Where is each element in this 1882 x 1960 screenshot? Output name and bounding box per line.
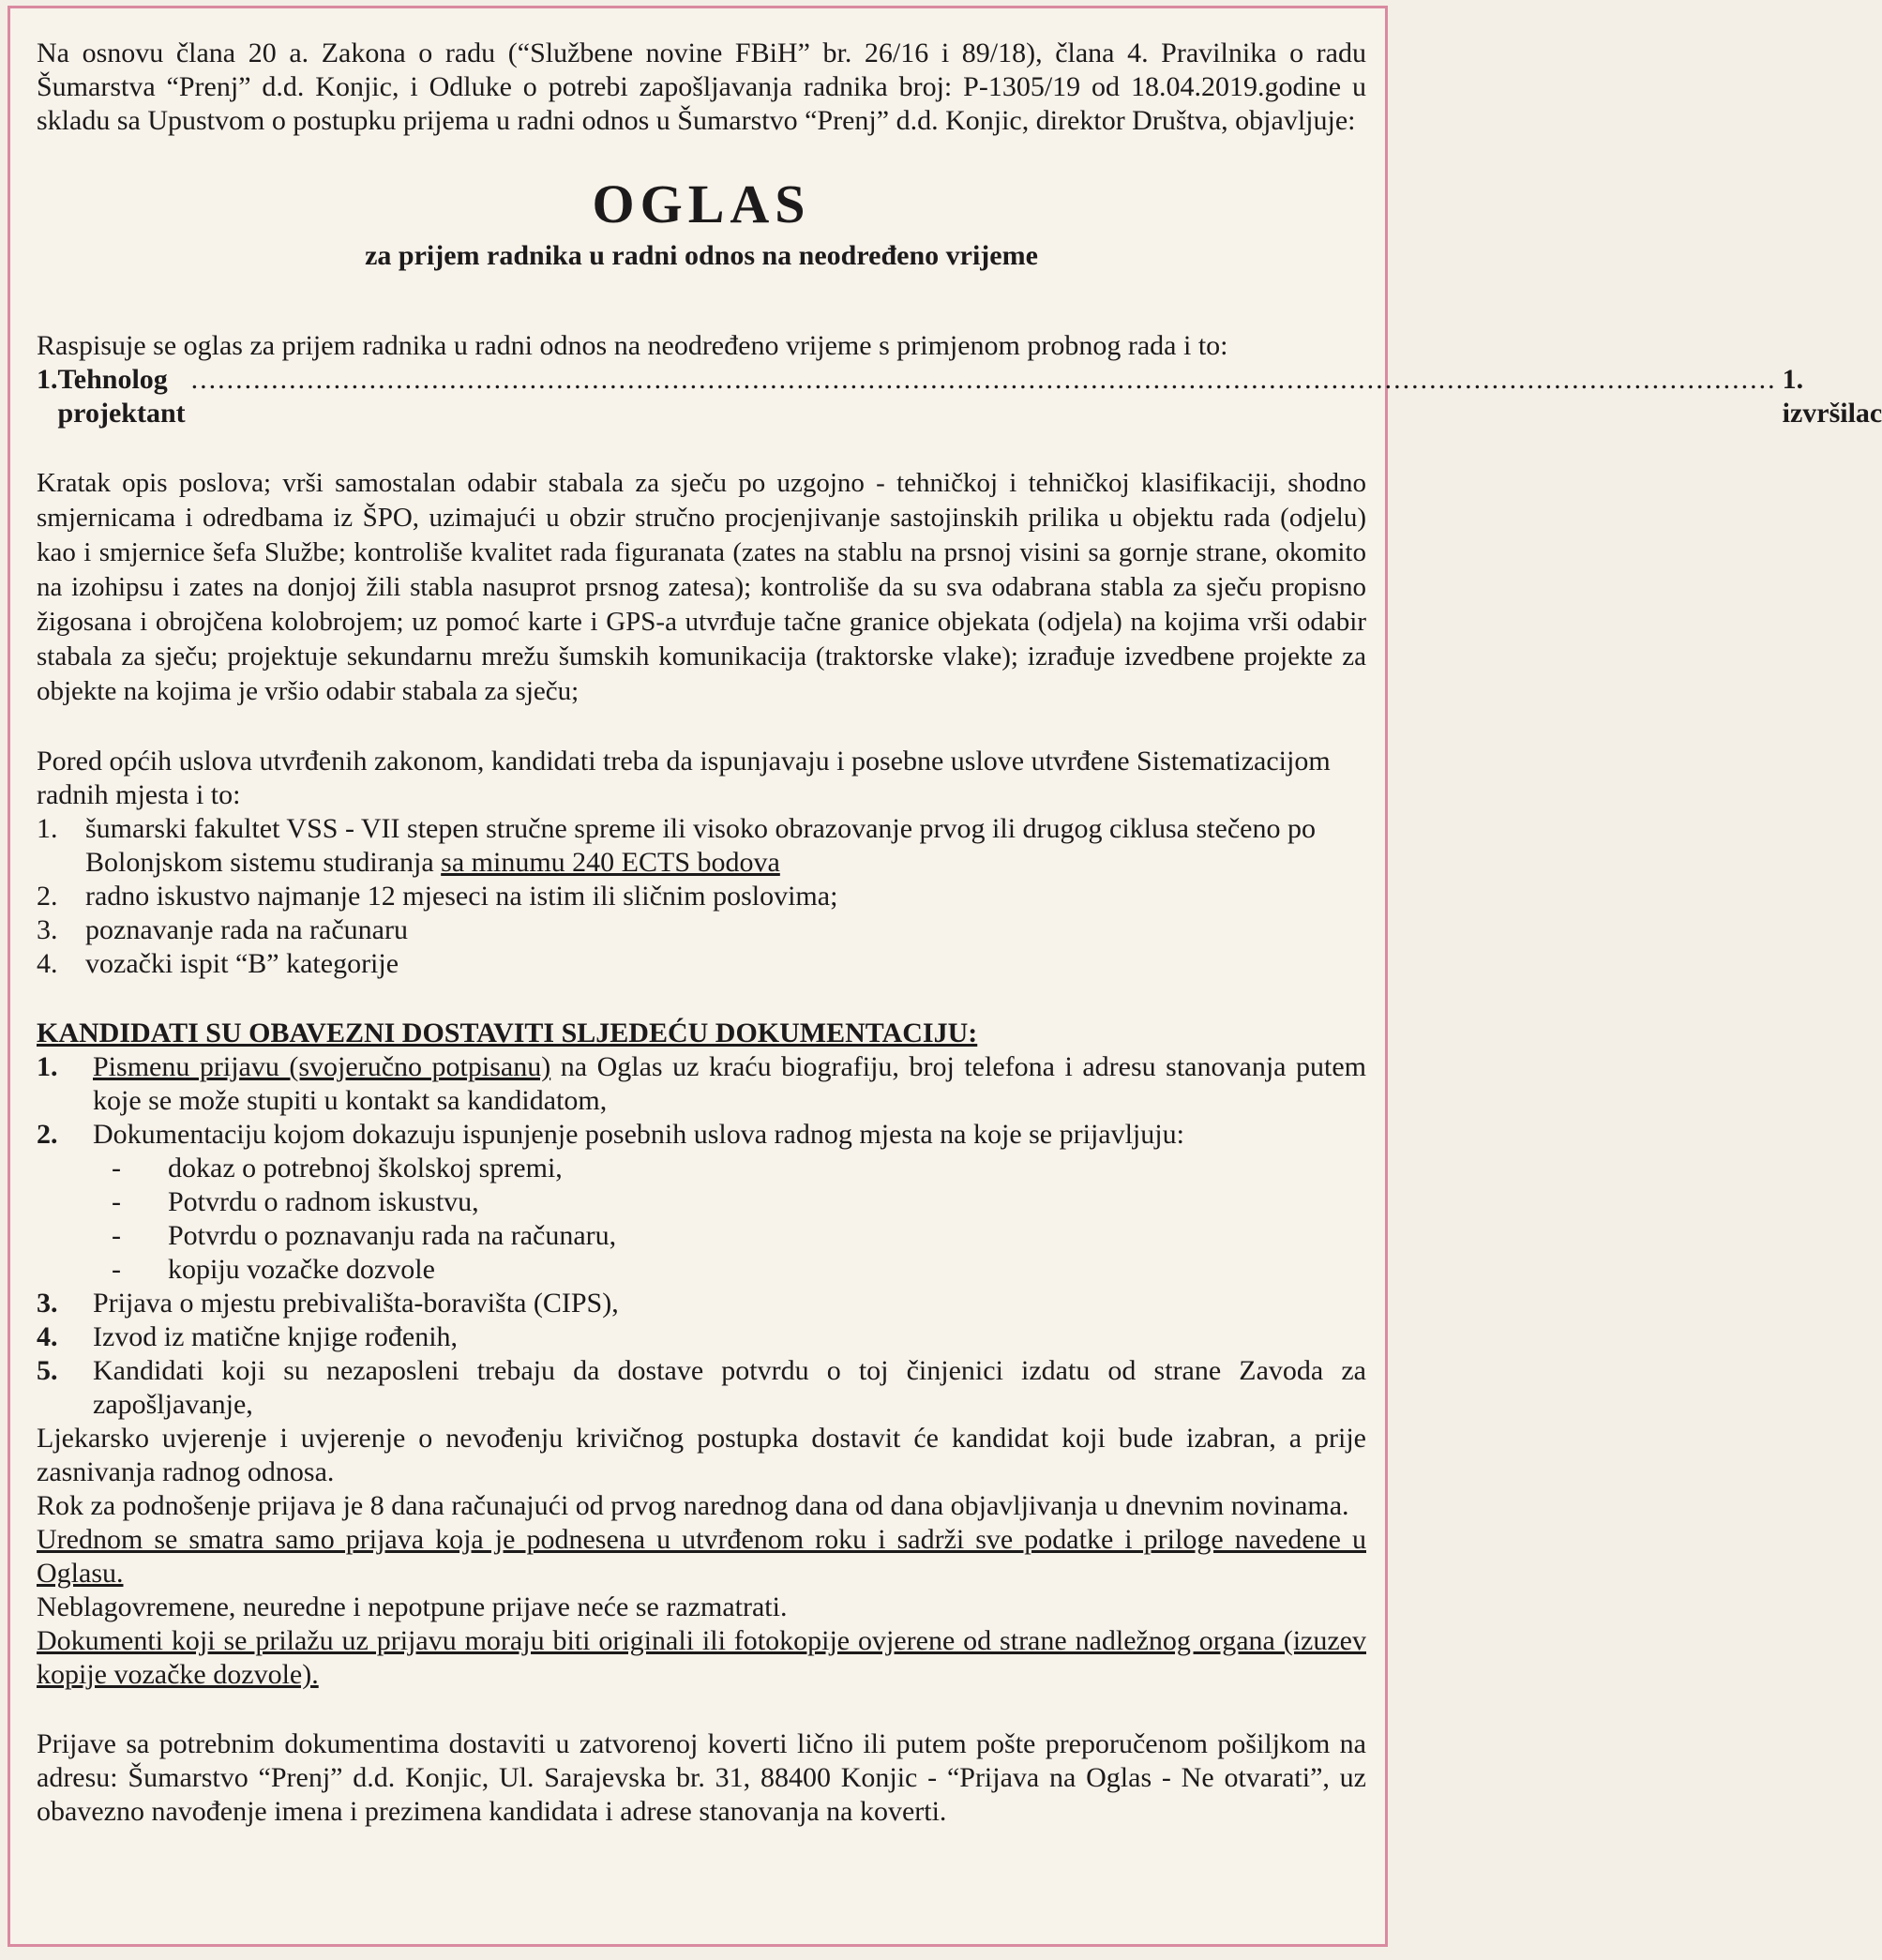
item-text: poznavanje rada na računaru (85, 914, 408, 945)
item-number: 2. (37, 881, 58, 912)
list-item (37, 880, 1366, 913)
item-number: 3. (37, 1288, 58, 1319)
item-number: 4. (37, 1321, 58, 1352)
originals-note: Dokumenti koji se prilažu uz prijavu moraju biti originali ili fotokopije ovjerene od strane nadležnog organa (izuzev kopije vozačke dozvole). (37, 1625, 1366, 1690)
position-name: Tehnolog projektant (57, 364, 186, 429)
list-item (37, 1354, 1366, 1422)
sub-list-item (112, 1253, 1366, 1287)
medical-note: Ljekarsko uvjerenje i uvjerenje o nevođenju krivičnog postupka dostavit će kandidat koji bude izabran, a prije zasnivanja radnog odnosa. (37, 1423, 1366, 1487)
item-number: 4. (37, 948, 58, 979)
dash-bullet: - (112, 1254, 121, 1285)
list-item (37, 1287, 1366, 1320)
item-text: Izvod iz matične knjige rođenih, (93, 1321, 459, 1352)
dash-bullet: - (112, 1153, 121, 1184)
item-text (93, 1118, 1366, 1287)
sub-list-item (112, 1219, 1366, 1253)
documents-list (37, 1050, 1366, 1422)
sub-item-text: kopiju vozačke dozvole (168, 1254, 435, 1285)
item-text: vozački ispit “B” kategorije (85, 948, 399, 979)
item-text-part: šumarski fakultet VSS - VII stepen stručne spreme ili visoko obrazovanje prvog ili drugog ciklusa stečeno po Bolonjskom sistemu studiranja (85, 813, 1316, 878)
sub-item-text: Potvrdu o radnom iskustvu, (168, 1186, 479, 1217)
position-number: 1. (37, 364, 58, 395)
orderly-note: Urednom se smatra samo prijava koja je podnesena u utvrđenom roku i sadrži sve podatke i priloge navedene u Oglasu. (37, 1524, 1366, 1589)
position-count: 1. izvršilac (1782, 364, 1882, 429)
document-subtitle: za prijem radnika u radni odnos na neodređeno vrijeme (365, 240, 1038, 271)
job-description: Kratak opis poslova; vrši samostalan odabir stabala za sječu po uzgojno - tehničkoj i tehničkoj klasifikaciji, shodno smjernicama i odredbama iz ŠPO, uzimajući u obzir stručno procjenjivanje sastojinskih prilika u objektu rada (odjelu) kao i smjernice šefa Službe; kontroliše kvalitet rada figuranata (zates na stablu na prsnoj visini sa gornje strane, okomito na izohipsu i zates na donjoj žili stabla nasuprot prsnog zatesa); kontroliše da su sva odabrana stabla za sječu propisno žigosana i obrojčena kolobrojem; uz pomoć karte i GPS-a utvrđuje tačne granice objekata (odjela) na kojima vrši odabir stabala za sječu; projektuje sekundarnu mrežu šumskih komunikacija (traktorske vlake); izrađuje izvedbene projekte za objekte na kojima je vršio odabir stabala za sječu; (37, 468, 1366, 706)
item-underlined-part: Pismenu prijavu (svojeručno potpisanu) (93, 1051, 551, 1082)
conditions-intro: Pored općih uslova utvrđenih zakonom, kandidati treba da ispunjavaju i posebne uslove utvrđene Sistematizacijom radnih mjesta i to: (37, 746, 1331, 810)
sub-list (93, 1152, 1366, 1287)
item-text (85, 812, 1366, 880)
list-item (37, 947, 1366, 981)
position-leader-dots: .................................................................................................................................................................................. (190, 364, 1777, 395)
item-number: 3. (37, 914, 58, 945)
item-number: 1. (37, 813, 58, 844)
rejected-note: Neblagovremene, neuredne i nepotpune prijave neće se razmatrati. (37, 1591, 788, 1622)
deadline-note: Rok za podnošenje prijava je 8 dana računajući od prvog narednog dana od dana objavljivanja u dnevnim novinama. (37, 1490, 1349, 1521)
item-text (93, 1050, 1366, 1118)
list-item (37, 1050, 1366, 1118)
position-row (37, 363, 1882, 430)
submission-instructions: Prijave sa potrebnim dokumentima dostaviti u zatvorenoj koverti lično ili putem pošte preporučenom pošiljkom na adresu: Šumarstvo “Prenj” d.d. Konjic, Ul. Sarajevska br. 31, 88400 Konjic - “Prijava na Oglas - Ne otvarati”, uz obavezno navođenje imena i prezimena kandidata i adrese stanovanja na koverti. (37, 1728, 1366, 1827)
sub-list-item (112, 1185, 1366, 1219)
item-number: 1. (37, 1051, 58, 1082)
item-text-part: na Oglas uz kraću biografiju, broj telefona i adresu stanovanja putem koje se može stupiti u kontakt sa kandidatom, (93, 1051, 1366, 1116)
dash-bullet: - (112, 1220, 121, 1251)
intro-paragraph: Na osnovu člana 20 a. Zakona o radu (“Službene novine FBiH” br. 26/16 i 89/18), člana 4. Pravilnika o radu Šumarstva “Prenj” d.d. Konjic, i Odluke o potrebi zapošljavanja radnika broj: P-1305/19 od 18.04.2019.godine u skladu sa Upustvom o postupku prijema u radni odnos u Šumarstvo “Prenj” d.d. Konjic, direktor Društva, objavljuje: (37, 38, 1366, 136)
document-body (37, 37, 1882, 1857)
item-text-part: Dokumentaciju kojom dokazuju ispunjenje posebnih uslova radnog mjesta na koje se prijavljuju: (93, 1119, 1184, 1150)
page-frame (8, 6, 1882, 1947)
sub-item-text: dokaz o potrebnoj školskoj spremi, (168, 1153, 563, 1184)
list-item (37, 913, 1366, 947)
dash-bullet: - (112, 1186, 121, 1217)
list-item (37, 812, 1366, 880)
list-item (37, 1320, 1366, 1354)
conditions-list (37, 812, 1366, 981)
sub-item-text: Potvrdu o poznavanju rada na računaru, (168, 1220, 617, 1251)
item-text: Prijava o mjestu prebivališta-boravišta (CIPS), (93, 1288, 619, 1319)
item-number: 5. (37, 1355, 58, 1386)
sub-list-item (112, 1152, 1366, 1185)
document-title: OGLAS (592, 173, 811, 234)
item-number: 2. (37, 1119, 58, 1150)
item-underlined-part: sa minumu 240 ECTS bodova (441, 847, 780, 878)
item-text: Kandidati koji su nezaposleni trebaju da dostave potvrdu o toj činjenici izdatu od strane Zavoda za zapošljavanje, (93, 1355, 1366, 1420)
closing-section (37, 1422, 1366, 1692)
lead-paragraph: Raspisuje se oglas za prijem radnika u radni odnos na neodređeno vrijeme s primjenom probnog rada i to: (37, 330, 1228, 361)
list-item (37, 1118, 1366, 1287)
documents-heading: KANDIDATI SU OBAVEZNI DOSTAVITI SLJEDEĆU DOKUMENTACIJU: (37, 1018, 978, 1048)
item-text: radno iskustvo najmanje 12 mjeseci na istim ili sličnim poslovima; (85, 881, 838, 912)
